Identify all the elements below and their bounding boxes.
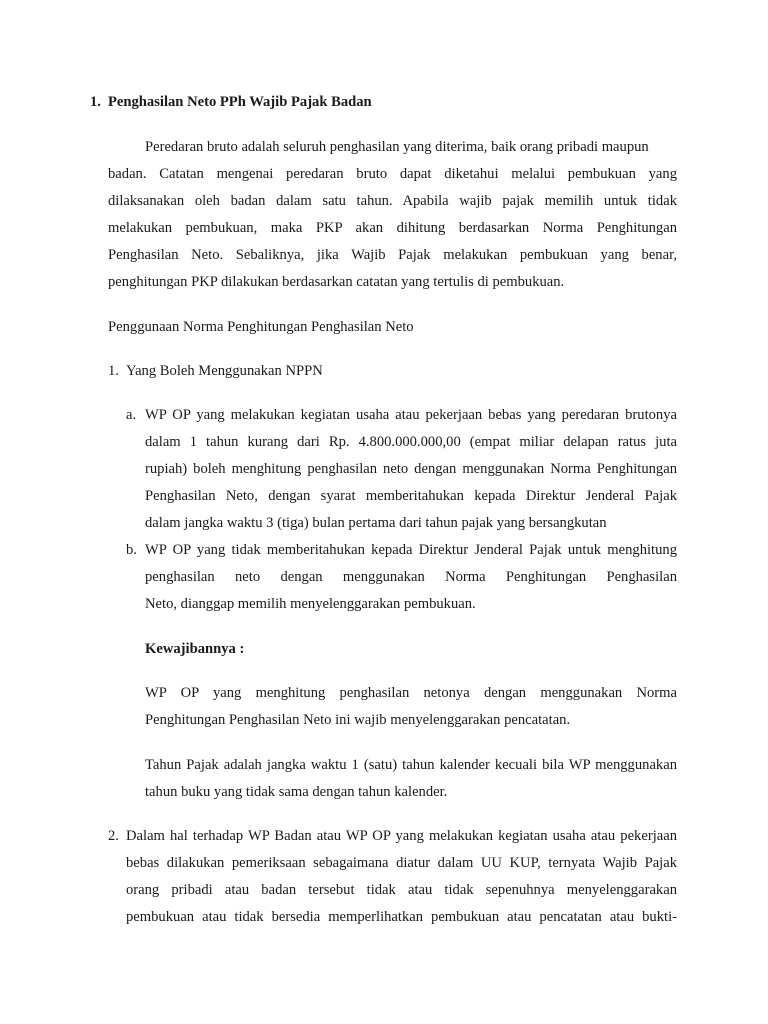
obligation-line: WP OP yang menghitung penghasilan netonya dengan menggunakan Norma [145, 685, 677, 701]
list1-number: 1. [108, 363, 119, 379]
item-a-line: WP OP yang melakukan kegiatan usaha atau pekerjaan bebas yang peredaran brutonya [145, 407, 677, 423]
list2-line: bebas dilakukan pemeriksaan sebagaimana diatur dalam UU KUP, ternyata Wajib Pajak [126, 855, 677, 871]
list2-line: pembukuan atau tidak bersedia memperlihatkan pembukuan atau pencatatan atau bukti- [126, 909, 677, 925]
heading-number: 1. [90, 94, 101, 110]
intro-line: melakukan pembukuan, maka PKP akan dihitung berdasarkan Norma Penghitungan [108, 220, 677, 236]
intro-line: penghitungan PKP dilakukan berdasarkan catatan yang tertulis di pembukuan. [108, 274, 565, 290]
tax-year-line: tahun buku yang tidak sama dengan tahun kalender. [145, 784, 448, 800]
item-a-line: dalam jangka waktu 3 (tiga) bulan pertama dari tahun pajak yang bersangkutan [145, 515, 607, 531]
item-b-line: penghasilan neto dengan menggunakan Norma Penghitungan Penghasilan [145, 569, 677, 585]
list2-number: 2. [108, 828, 119, 844]
list2-line: Dalam hal terhadap WP Badan atau WP OP yang melakukan kegiatan usaha atau pekerjaan [126, 828, 677, 844]
intro-line: dilaksanakan oleh badan dalam satu tahun. Apabila wajib pajak memilih untuk tidak [108, 193, 677, 209]
obligation-title: Kewajibannya : [145, 641, 245, 657]
list1-title: Yang Boleh Menggunakan NPPN [126, 363, 323, 379]
intro-line: badan. Catatan mengenai peredaran bruto dapat diketahui melalui pembukuan yang [108, 166, 677, 182]
obligation-line: Penghitungan Penghasilan Neto ini wajib menyelenggarakan pencatatan. [145, 712, 571, 728]
item-b-line: WP OP yang tidak memberitahukan kepada Direktur Jenderal Pajak untuk menghitung [145, 542, 677, 558]
item-a-label: a. [126, 407, 137, 423]
item-a-line: rupiah) boleh menghitung penghasilan neto dengan menggunakan Norma Penghitungan [145, 461, 677, 477]
item-a-line: Penghasilan Neto, dengan syarat memberitahukan kepada Direktur Jenderal Pajak [145, 488, 677, 504]
heading-title: Penghasilan Neto PPh Wajib Pajak Badan [108, 94, 372, 110]
item-b-line: Neto, dianggap memilih menyelenggarakan pembukuan. [145, 596, 476, 612]
item-b-label: b. [126, 542, 137, 558]
list2-line: orang pribadi atau badan tersebut tidak atau tidak sepenuhnya menyelenggarakan [126, 882, 677, 898]
intro-line: Penghasilan Neto. Sebaliknya, jika Wajib Pajak melakukan pembukuan yang benar, [108, 247, 677, 263]
item-a-line: dalam 1 tahun kurang dari Rp. 4.800.000.000,00 (empat miliar delapan ratus juta [145, 434, 677, 450]
section-title: Penggunaan Norma Penghitungan Penghasilan Neto [108, 319, 414, 335]
intro-line: Peredaran bruto adalah seluruh penghasilan yang diterima, baik orang pribadi maupun [145, 139, 649, 155]
tax-year-line: Tahun Pajak adalah jangka waktu 1 (satu) tahun kalender kecuali bila WP menggunakan [145, 757, 677, 773]
